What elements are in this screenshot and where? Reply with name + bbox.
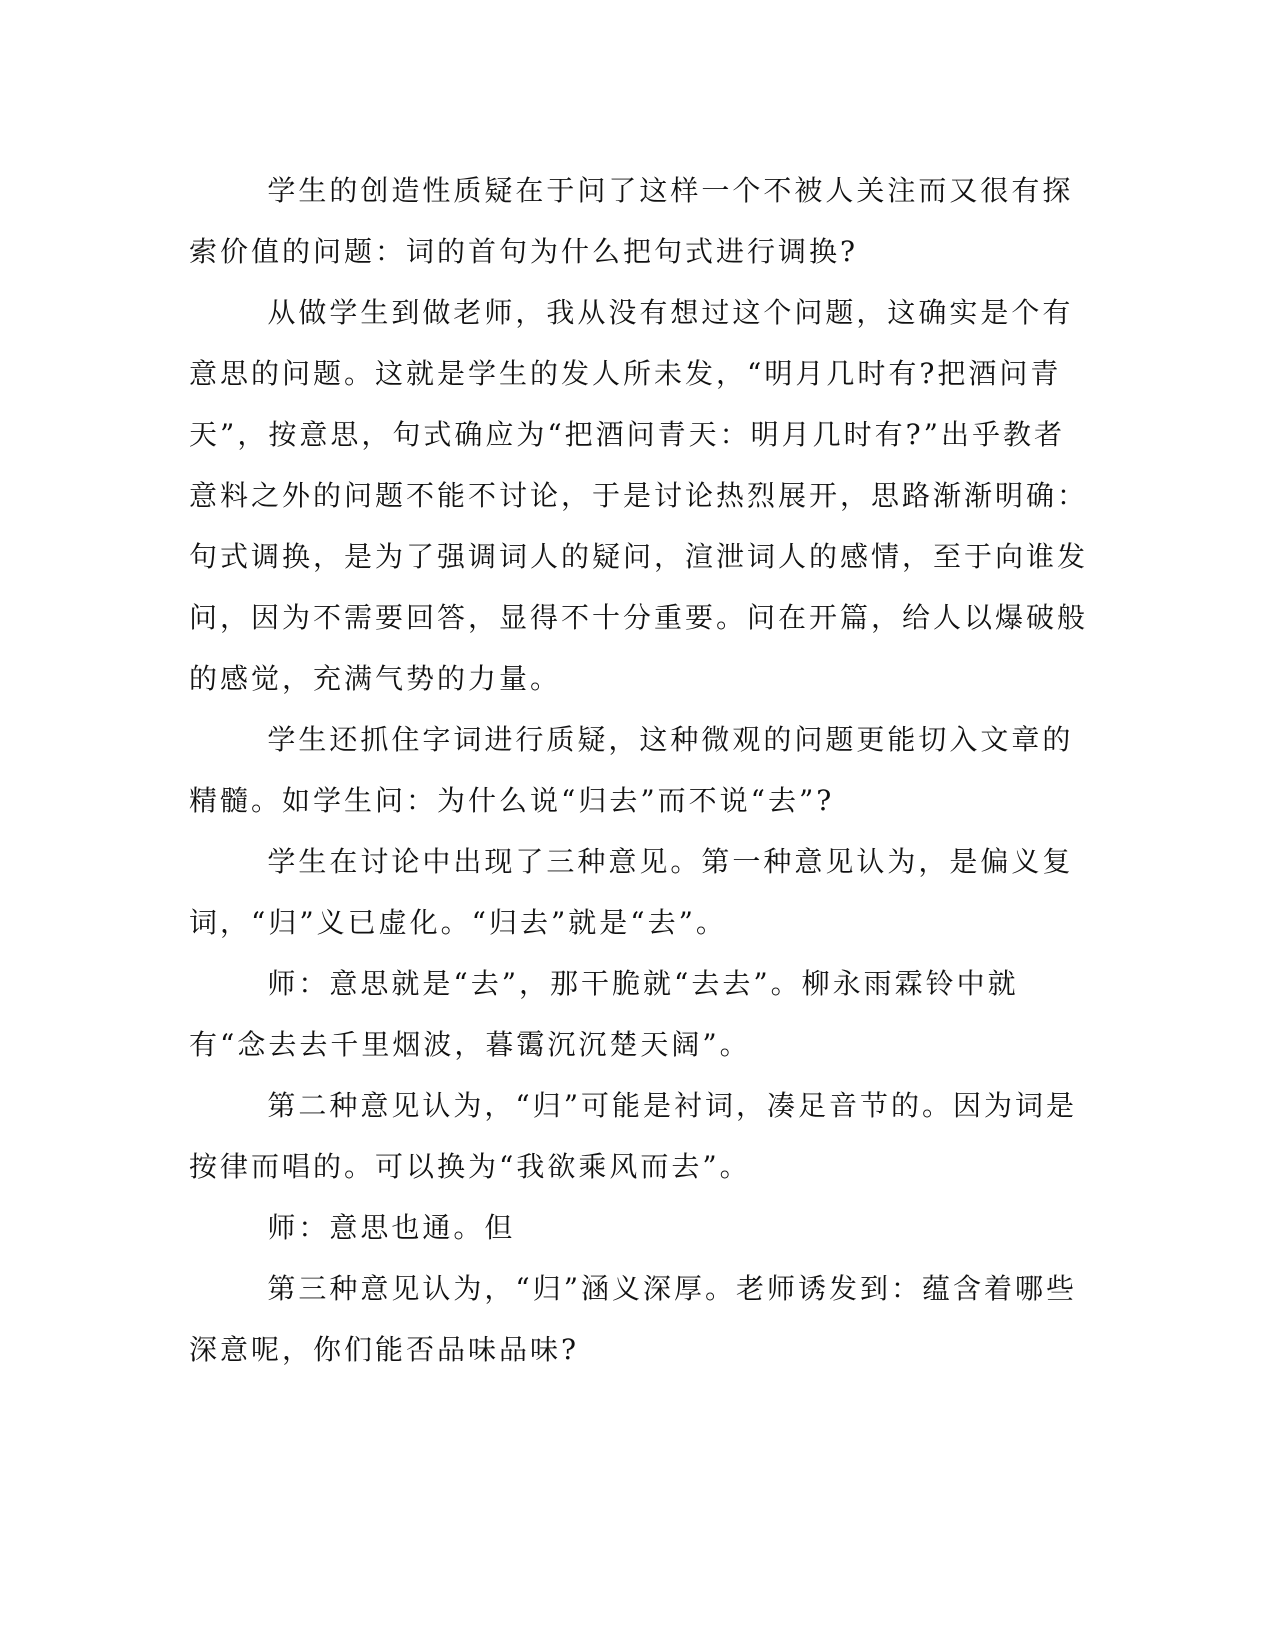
paragraph-first-opinion: 学生在讨论中出现了三种意见。第一种意见认为，是偏义复词，“归”义已虚化。“归去”就是“去”。 [189,845,1074,939]
paragraph-second-opinion: 第二种意见认为，“归”可能是衬词，凑足音节的。因为词是按律而唱的。可以换为“我欲乘风而去”。 [189,1089,1078,1183]
paragraph-third-opinion: 第三种意见认为，“归”涵义深厚。老师诱发到：蕴含着哪些深意呢，你们能否品味品味? [189,1272,1078,1366]
paragraph-teacher-reply-2: 师：意思也通。但 [267,1211,516,1244]
paragraph-question-intro: 学生的创造性质疑在于问了这样一个不被人关注而又很有探索价值的问题：词的首句为什么把句式进行调换? [189,174,1074,268]
paragraph-teacher-reply-1: 师：意思就是“去”，那干脆就“去去”。柳永雨霖铃中就有“念去去千里烟波，暮霭沉沉楚天阔”。 [189,967,1019,1061]
paragraph-sentence-order: 从做学生到做老师，我从没有想过这个问题，这确实是个有意思的问题。这就是学生的发人所未发，“明月几时有?把酒问青天”，按意思，句式确应为“把酒问青天：明月几时有?”出乎教者意料之外的问题不能不讨论，于是讨论热烈展开，思路渐渐明确：句式调换，是为了强调词人的疑问，渲泄词人的感情，至于向谁发问，因为不需要回答，显得不十分重要。问在开篇，给人以爆破般的感觉，充满气势的力量。 [189,296,1089,695]
document-body [189,160,1089,1380]
paragraph-word-question: 学生还抓住字词进行质疑，这种微观的问题更能切入文章的精髓。如学生问：为什么说“归去”而不说“去”? [189,723,1074,817]
